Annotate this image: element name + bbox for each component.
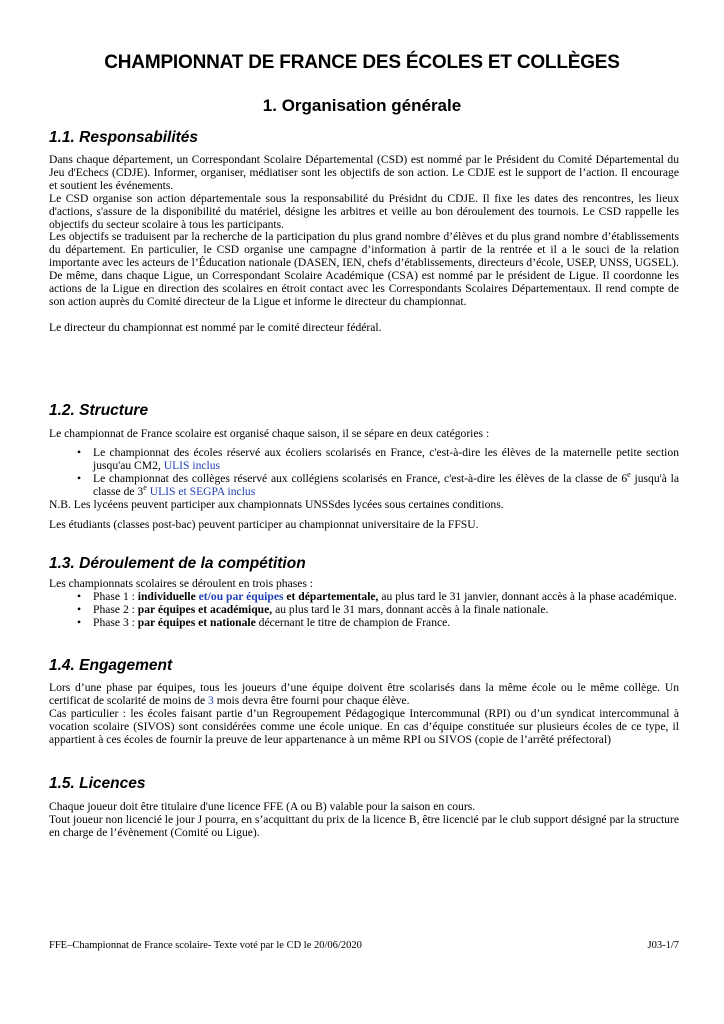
list-item: • Phase 2 : par équipes et académique, au plus tard le 31 mars, donnant accès à la finale nationale.: [49, 604, 679, 617]
section-structure: [49, 428, 679, 532]
paragraph: Le CSD organise son action départementale sous la responsabilité du Présidnt du CDJE. Il fixe les dates des rencontres, les lieux d'actions, s'assure de la disponibilité du matériel, désigne les arbitres et veille au bon déroulement des tournois. Le CSD rappelle les objectifs du secteur scolaire à tous les participants.: [49, 191, 679, 231]
section-licences: [49, 801, 679, 840]
heading-licences: 1.5. Licences: [49, 775, 146, 792]
list-item: • Phase 1 : individuelle et/ou par équipes et départementale, au plus tard le 31 janvier, donnant accès à la phase académique.: [49, 591, 679, 604]
paragraph: Dans chaque département, un Correspondant Scolaire Départemental (CSD) est nommé par le Président du Comité Départemental du Jeu d'Echecs (CDJE). Informer, organiser, médiatiser sont les objectifs de son action. Le CDJE est le support de l’action. Il encourage et soutient les événements.: [49, 153, 679, 192]
heading-structure: 1.2. Structure: [49, 402, 149, 419]
paragraph: Tout joueur non licencié le jour J pourra, en s’acquittant du prix de la licence B, être licencié par le club support désigné par la structure en charge de l’évènement (Comité ou Ligue).: [49, 812, 679, 839]
paragraph: Les étudiants (classes post-bac) peuvent participer au championnat universitaire de la FFSU.: [49, 518, 479, 532]
paragraph: Chaque joueur doit être titulaire d'une licence FFE (A ou B) valable pour la saison en cours.: [49, 800, 476, 813]
heading-engagement: 1.4. Engagement: [49, 657, 173, 674]
section-engagement: [49, 682, 679, 747]
paragraph: Les championnats scolaires se déroulent en trois phases :: [49, 577, 314, 590]
section-deroulement: [49, 578, 679, 630]
heading-deroulement: 1.3. Déroulement de la compétition: [49, 555, 306, 572]
page-number: J03-1/7: [647, 940, 679, 951]
paragraph: Lors d’une phase par équipes, tous les joueurs d’une équipe doivent être scolarisés dans la même école ou le même collège. Un certificat de scolarité de moins de 3 mois devra être fourni pour chaque élève.: [49, 681, 679, 707]
paragraph: Le championnat de France scolaire est organisé chaque saison, il se sépare en deux catégories :: [49, 427, 490, 440]
footer-text: FFE–Championnat de France scolaire- Texte voté par le CD le 20/06/2020: [49, 940, 362, 951]
paragraph: Cas particulier : les écoles faisant partie d’un Regroupement Pédagogique Intercommunal (RPI) ou d’un syndicat intercommunal à vocation scolaire (SIVOS) sont considérées comme une école unique. En cas d’équipe constituée sur plusieurs écoles de ce type, il appartient à ces écoles de fournir la preuve de leur appartenance à un même RPI ou SIVOS (copie de l’arrêté préfectoral): [49, 706, 679, 746]
paragraph: Le directeur du championnat est nommé par le comité directeur fédéral.: [49, 320, 382, 334]
phase-list: [49, 591, 679, 630]
list-item: • Phase 3 : par équipes et nationale décernant le titre de champion de France.: [49, 617, 679, 630]
paragraph: N.B. Les lycéens peuvent participer aux championnats UNSSdes lycées sous certaines conditions.: [49, 497, 504, 511]
heading-responsabilites: 1.1. Responsabilités: [49, 129, 199, 146]
section-title: 1. Organisation générale: [262, 96, 462, 115]
paragraph: De même, dans chaque Ligue, un Correspondant Scolaire Académique (CSA) est nommé par le président de Ligue. Il coordonne les actions de la Ligue en direction des scolaires en étroit contact avec les Correspondants Scolaires Départementaux. Il rend compte de son action auprès du Comité directeur de la Ligue et informe le directeur du championnat.: [49, 269, 679, 308]
list-item: • Le championnat des collèges réservé aux collégiens scolarisés en France, c'est-à-dire les élèves de la classe de 6e jusqu'à la classe de 3e ULIS et SEGPA inclus: [49, 473, 679, 499]
section-responsabilites: [49, 154, 679, 335]
category-list: [49, 447, 679, 499]
list-item: • Le championnat des écoles réservé aux écoliers scolarisés en France, c'est-à-dire les élèves de la maternelle petite section jusqu'au CM2, ULIS inclus: [49, 447, 679, 473]
document-title: CHAMPIONNAT DE FRANCE DES ÉCOLES ET COLLÈGES: [104, 52, 620, 73]
paragraph: Les objectifs se traduisent par la recherche de la participation du plus grand nombre d’élèves et du plus grand nombre d’établissements du département. En particulier, le CSD organise une campagne d’information à partir de la rentrée et il a le souci de la relation importante avec les acteurs de l’Éducation nationale (DASEN, IEN, chefs d’établissements, directeurs d’école, USEP, UNSS, UGSEL).: [49, 230, 679, 270]
